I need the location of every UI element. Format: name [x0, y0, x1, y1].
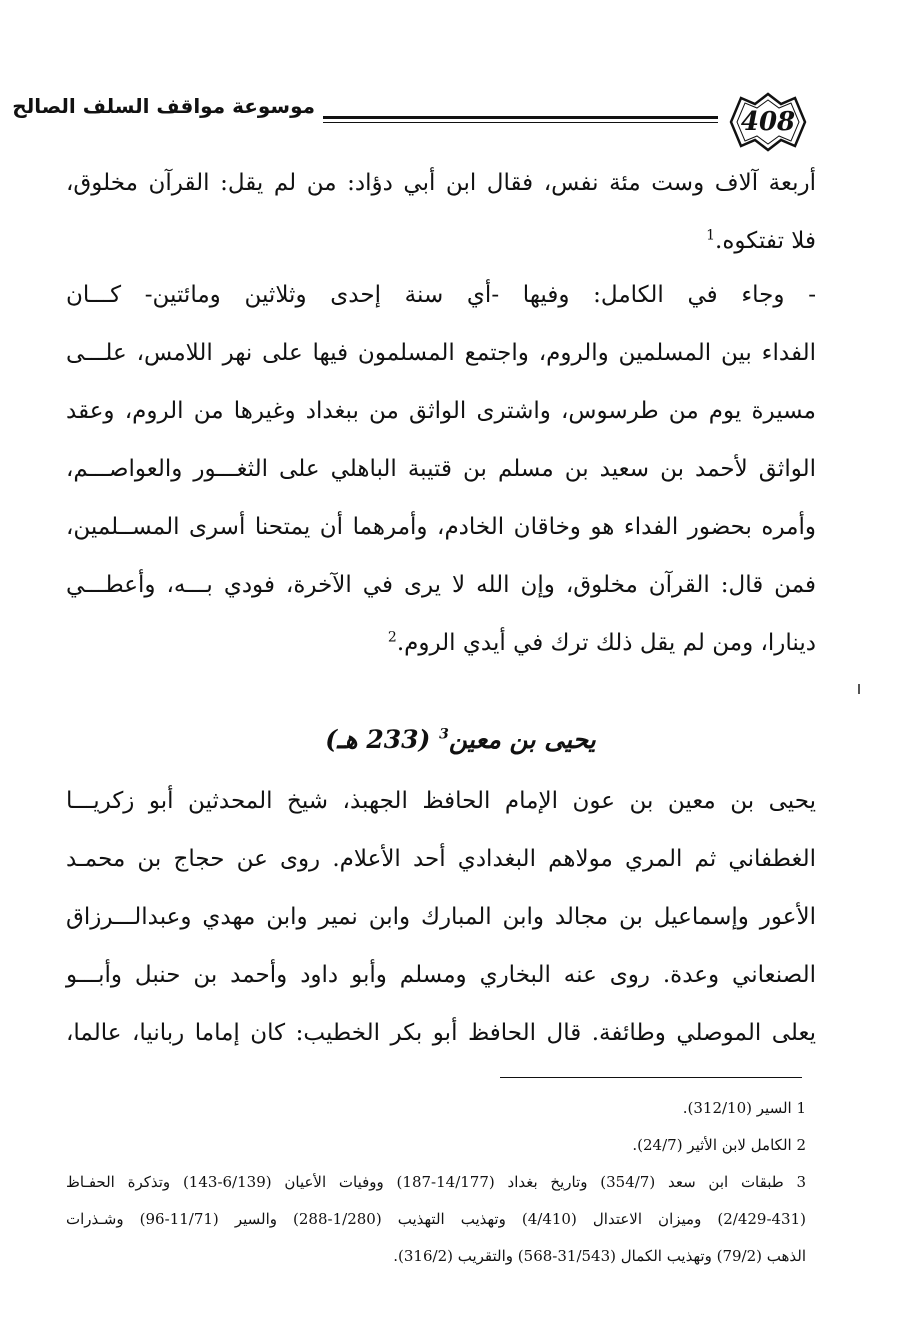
paragraph-2 [66, 266, 816, 672]
footnote-line: 1 السير (312/10). [682, 1099, 806, 1117]
page-number: 408 [740, 107, 796, 137]
text-line: أربعة آلاف وست مئة نفس، فقال ابن أبي دؤاد: من لم يقل: القرآن مخلوق، [66, 170, 816, 196]
text-line: الصنعاني وعدة. روى عنه البخاري ومسلم وأبو داود وأحمد بن حنبل وأبـــو [66, 962, 816, 988]
footnote-line: 3 طبقات ابن سعد (354/7) وتاريخ بغداد (14/177-187) ووفيات الأعيان (6/139-143) وتذكرة الحفـاظ [66, 1173, 806, 1191]
page-header [12, 92, 817, 162]
footnotes [66, 1090, 806, 1275]
header-rule [323, 116, 718, 123]
page-number-badge [721, 92, 815, 152]
footnote-line: (2/429-431) وميزان الاعتدال (4/410) وتهذيب التهذيب (1/280-288) والسير (11/71-96) وشـذرات [66, 1210, 807, 1228]
text-line: الواثق لأحمد بن سعيد بن مسلم بن قتيبة الباهلي على الثغـــور والعواصـــم، [66, 456, 816, 482]
footnote-line: 2 الكامل لابن الأثير (24/7). [632, 1136, 806, 1154]
text-line: يحيى بن معين بن عون الإمام الحافظ الجهبذ، شيخ المحدثين أبو زكريـــا [66, 788, 816, 814]
text-line [66, 212, 816, 270]
text-line: الغطفاني ثم المري مولاهم البغدادي أحد الأعلام. روى عن حجاج بن محمـد [66, 846, 816, 872]
footnote-line: الذهب (79/2) وتهذيب الكمال (31/543-568) والتقريب (316/2). [393, 1247, 806, 1265]
text-line: مسيرة يوم من طرسوس، واشترى الواثق من ببغداد وغيرها من الروم، وعقد [66, 398, 816, 424]
text-line: الفداء بين المسلمين والروم، واجتمع المسلمون فيها على نهر اللامس، علـــى [66, 340, 816, 366]
section-name: يحيى بن معين [448, 725, 596, 754]
text-line: الأعور وإسماعيل بن مجالد وابن المبارك وابن نمير وابن مهدي وعبدالـــرزاق [66, 904, 816, 930]
paragraph-1 [66, 154, 816, 270]
footnote-rule [500, 1077, 802, 1078]
running-header-title: موسوعة مواقف السلف الصالح [12, 94, 315, 118]
paragraph-3 [66, 772, 816, 1062]
text-line: يعلى الموصلي وطائفة. قال الحافظ أبو بكر الخطيب: كان إماما ربانيا، عالما، [66, 1020, 816, 1046]
text-line: وأمره بحضور الفداء هو وخاقان الخادم، وأمرهما أن يمتحنا أسرى المســلمين، [66, 514, 816, 540]
text-line [66, 614, 816, 672]
scan-mark [858, 684, 860, 694]
footnote-ref: 3 [439, 726, 449, 743]
footnote-ref: 2 [387, 629, 397, 646]
footnote-ref: 1 [706, 227, 716, 244]
text-line-content: دينارا، ومن لم يقل ذلك ترك في أيدي الروم. [396, 630, 816, 656]
text-line-content: فلا تفتكوه. [715, 228, 816, 254]
text-line: فمن قال: القرآن مخلوق، وإن الله لا يرى في الآخرة، فودي بـــه، وأعطـــي [66, 572, 816, 598]
section-heading [0, 712, 921, 768]
section-date: (233 هـ) [325, 725, 431, 754]
text-line: - وجاء في الكامل: وفيها -أي سنة إحدى وثلاثين ومائتين- كـــان [66, 282, 816, 308]
